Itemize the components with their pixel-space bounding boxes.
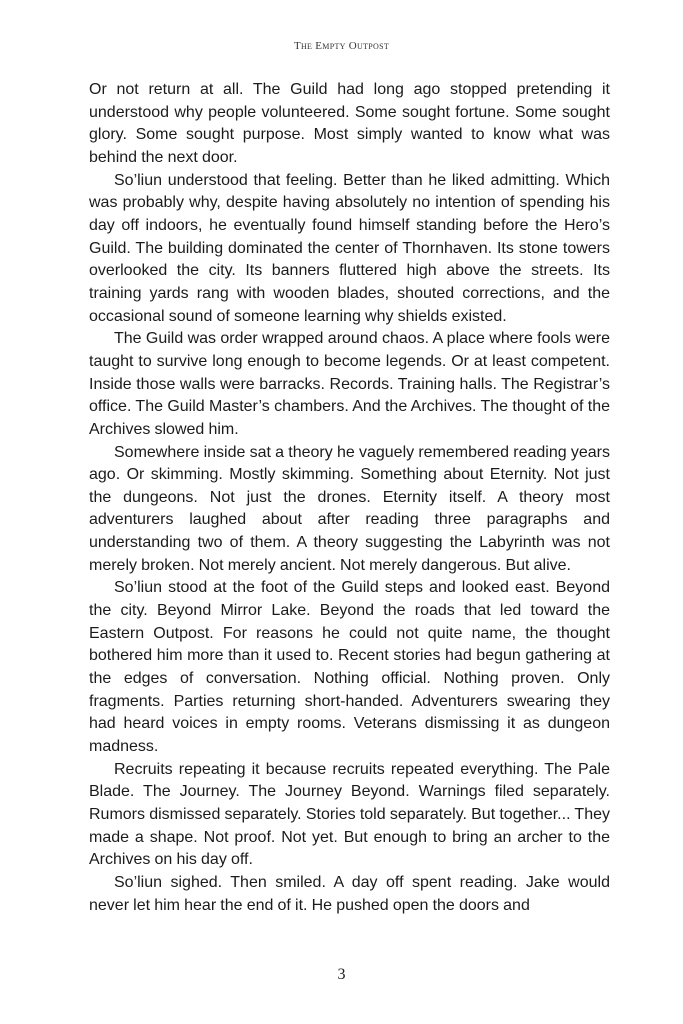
running-header: The Empty Outpost <box>293 40 390 52</box>
paragraph: Or not return at all. The Guild had long ago stopped pretending it understood why people volunteered. Some sought fortune. Some sought glory. Some sought purpose. Most simply wanted to know what was behind the next door. <box>89 81 610 166</box>
paragraph: Recruits repeating it because recruits repeated everything. The Pale Blade. The Journey. The Journey Beyond. Warnings filed separately. Rumors dismissed separately. Stories told separately. But together... They made a shape. Not proof. Not yet. But enough to bring an archer to the Archives on his day off. <box>89 760 610 869</box>
page-body <box>89 79 610 917</box>
paragraph: So’liun sighed. Then smiled. A day off spent reading. Jake would never let him hear the end of it. He pushed open the doors and <box>89 873 610 914</box>
paragraph: So’liun stood at the foot of the Guild steps and looked east. Beyond the city. Beyond Mirror Lake. Beyond the roads that led toward the Eastern Outpost. For reasons he could not quite name, the thought bothered him more than it used to. Recent stories had begun gathering at the edges of conversation. Nothing official. Nothing proven. Only fragments. Parties returning short-handed. Adventurers swearing they had heard voices in empty rooms. Veterans dismissing it as dungeon madness. <box>89 579 610 756</box>
page-number: 3 <box>337 966 346 983</box>
paragraph: Somewhere inside sat a theory he vaguely remembered reading years ago. Or skimming. Mostly skimming. Something about Eternity. Not just the dungeons. Not just the drones. Eternity itself. A theory most adventurers laughed about after reading three paragraphs and understanding two of them. A theory suggesting the Labyrinth was not merely broken. Not merely ancient. Not merely dangerous. But alive. <box>89 443 610 574</box>
paragraph: So’liun understood that feeling. Better than he liked admitting. Which was probably why, despite having absolutely no intention of spending his day off indoors, he eventually found himself standing before the Hero’s Guild. The building dominated the center of Thornhaven. Its stone towers overlooked the city. Its banners fluttered high above the streets. Its training yards rang with wooden blades, shouted corrections, and the occasional sound of someone learning why shields existed. <box>89 171 610 325</box>
paragraph: The Guild was order wrapped around chaos. A place where fools were taught to survive long enough to become legends. Or at least competent. Inside those walls were barracks. Records. Training halls. The Registrar’s office. The Guild Master’s chambers. And the Archives. The thought of the Archives slowed him. <box>89 330 610 438</box>
